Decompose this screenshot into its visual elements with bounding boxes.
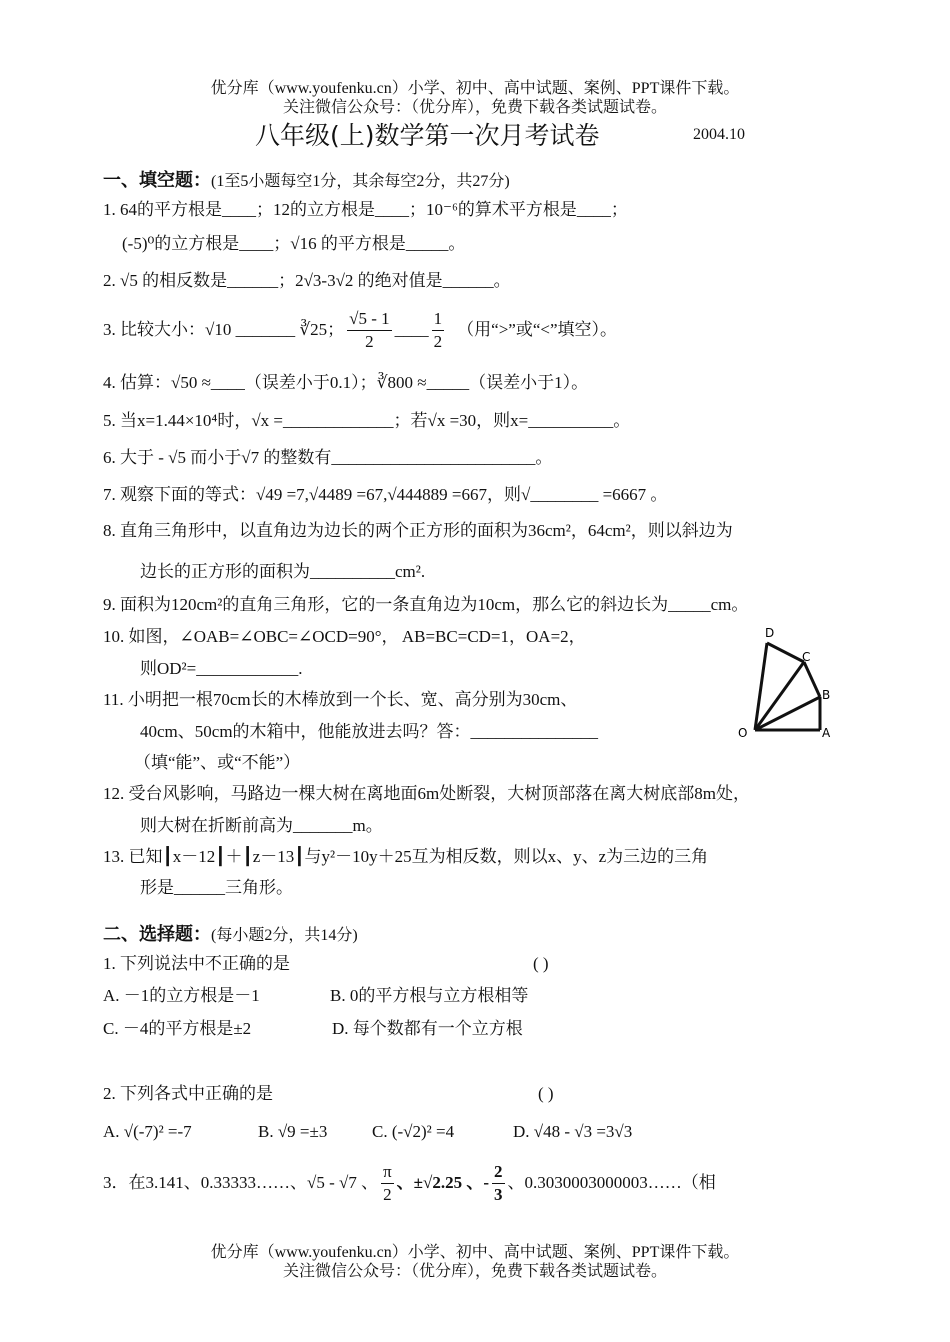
- choice-2-option-C: C. (-√2)² =4: [372, 1122, 455, 1141]
- header-line-1: 优分库（www.youfenku.cn）小学、初中、高中试题、案例、PPT课件下载。: [210, 80, 740, 97]
- choice-3-pi-fraction: [381, 1161, 394, 1206]
- question-12a: 12. 受台风影响，马路边一棵大树在离地面6m处断裂，大树顶部落在离大树底部8m处，: [103, 784, 750, 803]
- question-1a: 1. 64的平方根是____；12的立方根是____；10⁻⁶的算术平方根是____；: [103, 200, 628, 219]
- choice-2-option-B: B. √9 =±3: [258, 1122, 328, 1141]
- pi-numerator: π: [381, 1161, 394, 1184]
- exam-date: 2004.10: [693, 126, 745, 143]
- choice-3-tail: 、0.3030003000003……（相: [507, 1173, 716, 1192]
- question-5: 5. 当x=1.44×10⁴时，√x =_____________；若√x =30，则x=__________。: [103, 411, 631, 430]
- question-3-blank: ____: [394, 320, 429, 339]
- question-1b: (-5)⁰的立方根是____；√16 的平方根是_____。: [122, 234, 466, 253]
- header-line-2: 关注微信公众号：（优分库），免费下载各类试题试卷。: [282, 99, 667, 116]
- question-10-figure: [730, 625, 840, 745]
- choice-2-option-D: D. √48 - √3 =3√3: [513, 1122, 633, 1141]
- fraction-2-numerator: 1: [432, 308, 445, 331]
- two-thirds-numerator: 2: [492, 1161, 505, 1184]
- question-3: [103, 305, 617, 355]
- choice-2-option-A: A. √(-7)² =-7: [103, 1122, 192, 1141]
- choice-question-2: 2. 下列各式中正确的是: [103, 1084, 273, 1103]
- segment-OB: [755, 697, 820, 730]
- question-11c: （填“能”、或“不能”）: [134, 753, 301, 772]
- question-8b: 边长的正方形的面积为__________cm².: [140, 562, 426, 581]
- question-4: 4. 估算：√50 ≈____（误差小于0.1）；∛800 ≈_____（误差小于1）。: [103, 373, 589, 392]
- choice-1-option-A: A. －1的立方根是－1: [103, 986, 260, 1005]
- footer-line-2: 关注微信公众号：（优分库），免费下载各类试题试卷。: [282, 1263, 667, 1280]
- choice-question-2-answer-paren: ( ): [538, 1084, 554, 1103]
- label-B: B: [822, 688, 831, 702]
- section-2-title: 二、选择题：: [103, 924, 211, 945]
- question-13a: 13. 已知┃x－12┃＋┃z－13┃与y²－10y＋25互为相反数，则以x、y、z为三边的三角: [103, 847, 709, 866]
- footer-line-1: 优分库（www.youfenku.cn）小学、初中、高中试题、案例、PPT课件下载。: [210, 1244, 740, 1261]
- question-11a: 11. 小明把一根70cm长的木棒放到一个长、宽、高分别为30cm、: [103, 690, 578, 709]
- question-12b: 则大树在折断前高为_______m。: [140, 816, 383, 835]
- segment-CD: [767, 643, 804, 662]
- label-A: A: [822, 726, 831, 740]
- question-7: 7. 观察下面的等式：√49 =7,√4489 =67,√444889 =667，则√________ =6667 。: [103, 485, 668, 504]
- section-2-heading: [103, 920, 358, 946]
- page-title: 八年级(上)数学第一次月考试卷: [255, 121, 600, 150]
- choice-question-1: 1. 下列说法中不正确的是: [103, 954, 290, 973]
- question-8a: 8. 直角三角形中，以直角边为边长的两个正方形的面积为36cm²，64cm²，则以斜边为: [103, 521, 733, 540]
- question-9: 9. 面积为120cm²的直角三角形，它的一条直角边为10cm，那么它的斜边长为_____cm。: [103, 595, 749, 614]
- label-D: D: [765, 626, 775, 640]
- section-1-title: 一、填空题：: [103, 170, 211, 191]
- section-2-note: (每小题2分，共14分): [211, 927, 358, 944]
- question-13b: 形是______三角形。: [140, 878, 293, 897]
- choice-1-option-D: D. 每个数都有一个立方根: [332, 1019, 523, 1038]
- pi-denominator: 2: [383, 1184, 392, 1204]
- question-11b: 40cm、50cm的木箱中，他能放进去吗？答：_______________: [140, 722, 599, 741]
- question-3-fraction-2: [432, 308, 445, 353]
- choice-3-two-thirds: [492, 1161, 505, 1206]
- section-1-note: (1至5小题每空1分，其余每空2分，共27分): [211, 173, 510, 190]
- choice-3-middle: 、±√2.25 、-: [396, 1173, 489, 1192]
- section-1-heading: [103, 166, 510, 192]
- two-thirds-denominator: 3: [494, 1184, 503, 1204]
- question-3-compare: 3. 比较大小：√10 _______ ∛25；: [103, 320, 345, 339]
- choice-3-head: 3．在3.141、0.33333……、√5 - √7 、: [103, 1173, 379, 1192]
- fraction-1-denominator: 2: [365, 331, 374, 351]
- label-C: C: [802, 650, 811, 664]
- label-O: O: [738, 726, 748, 740]
- question-10a: 10. 如图，∠OAB=∠OBC=∠OCD=90°， AB=BC=CD=1，OA=2，: [103, 627, 586, 646]
- fraction-2-denominator: 2: [433, 331, 443, 351]
- choice-1-option-C: C. －4的平方根是±2: [103, 1019, 252, 1038]
- choice-1-option-B: B. 0的平方根与立方根相等: [330, 986, 529, 1005]
- question-2: 2. √5 的相反数是______；2√3-3√2 的绝对值是______。: [103, 271, 511, 290]
- question-3-instruction: （用“>”或“<”填空）。: [457, 320, 618, 339]
- question-6: 6. 大于 - √5 而小于√7 的整数有________________________。: [103, 448, 553, 467]
- segment-BC: [804, 662, 820, 697]
- question-10b: 则OD²=____________.: [140, 659, 303, 678]
- choice-question-3: [103, 1158, 716, 1208]
- question-3-fraction-1: [347, 308, 392, 353]
- fraction-1-numerator: √5 - 1: [347, 308, 392, 331]
- choice-question-1-answer-paren: ( ): [533, 954, 549, 973]
